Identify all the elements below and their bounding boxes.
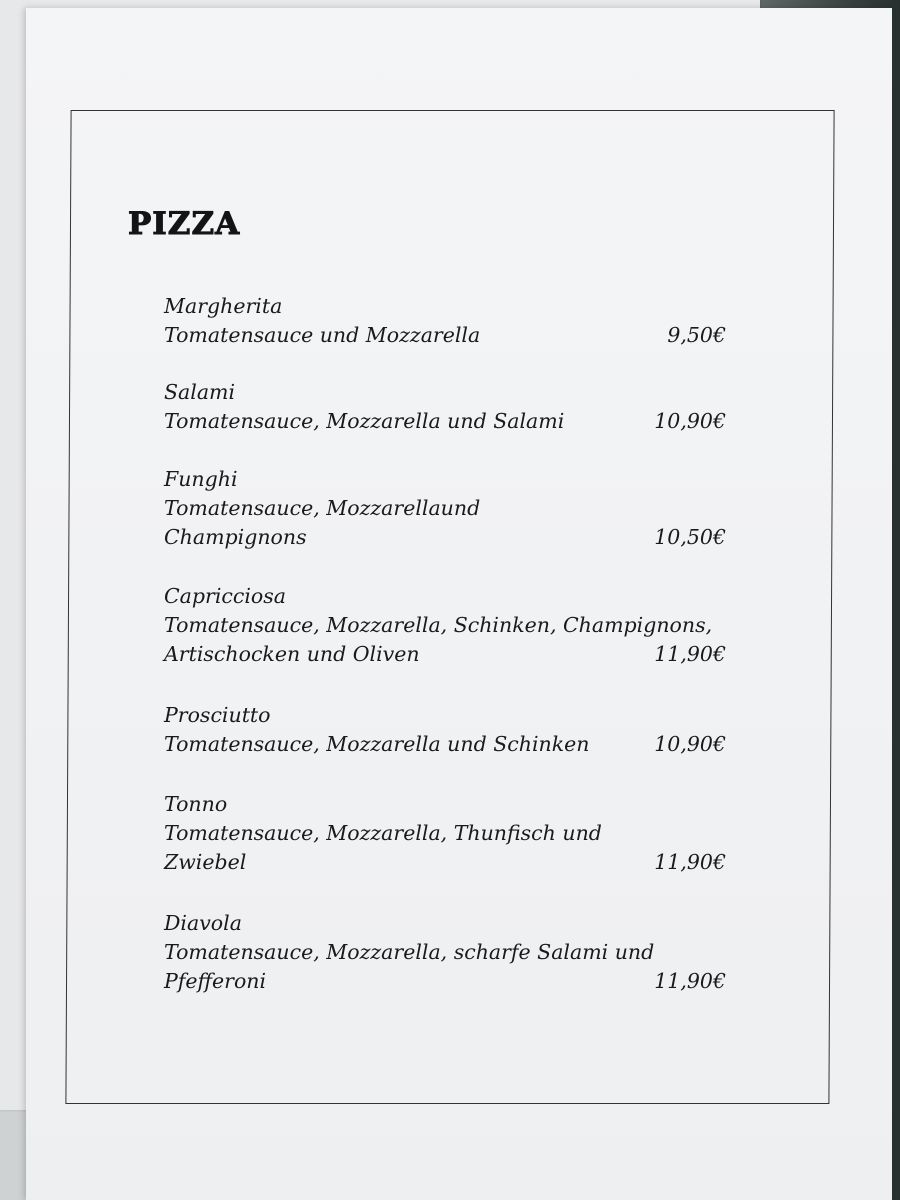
- item-name: Diavola: [164, 911, 242, 935]
- menu-item-salami: [164, 378, 738, 436]
- menu-item-tonno: [164, 790, 738, 877]
- item-name: Capricciosa: [164, 584, 286, 608]
- item-description: Tomatensauce, Mozzarella, Thunfisch und: [164, 821, 602, 845]
- menu-item-margherita: [164, 292, 738, 350]
- menu-item-funghi: [164, 465, 738, 552]
- item-description: Tomatensauce, Mozzarella, scharfe Salami und: [164, 940, 655, 964]
- menu-item-capricciosa: [164, 582, 738, 669]
- item-description: Tomatensauce und Mozzarella: [164, 323, 481, 347]
- item-price: 11,90€: [654, 969, 726, 993]
- item-price: 10,90€: [654, 732, 726, 756]
- item-price: 10,50€: [654, 525, 726, 549]
- item-name: Salami: [164, 380, 236, 404]
- item-name: Prosciutto: [164, 703, 271, 727]
- item-name: Margherita: [164, 294, 283, 318]
- item-price: 11,90€: [654, 850, 726, 874]
- item-name: Tonno: [164, 792, 228, 816]
- item-description: Champignons: [164, 525, 307, 549]
- item-description: Zwiebel: [164, 850, 247, 874]
- menu-item-diavola: [164, 909, 738, 996]
- item-description: Artischocken und Oliven: [164, 642, 420, 666]
- item-description: Tomatensauce, Mozzarella, Schinken, Champignons,: [164, 613, 713, 637]
- item-price: 11,90€: [654, 642, 726, 666]
- item-description: Tomatensauce, Mozzarellaund: [164, 496, 481, 520]
- item-name: Funghi: [164, 467, 238, 491]
- menu-item-prosciutto: [164, 701, 738, 759]
- item-price: 9,50€: [667, 323, 726, 347]
- item-price: 10,90€: [654, 409, 726, 433]
- menu-title: PIZZA: [128, 206, 241, 242]
- item-description: Tomatensauce, Mozzarella und Salami: [164, 409, 565, 433]
- item-description: Tomatensauce, Mozzarella und Schinken: [164, 732, 590, 756]
- item-description: Pfefferoni: [164, 969, 267, 993]
